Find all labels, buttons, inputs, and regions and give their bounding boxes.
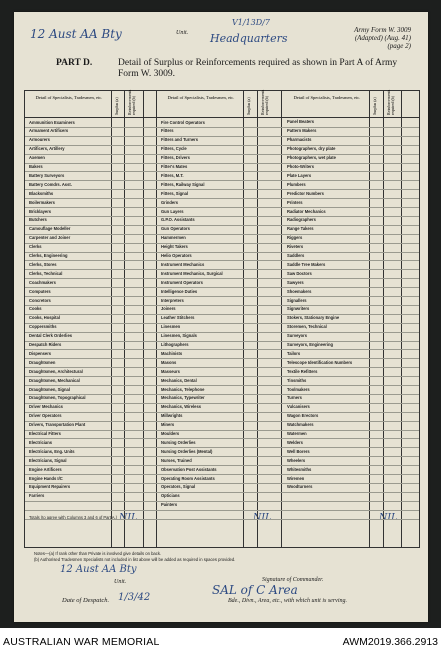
col1-item: Electrical Fitters	[29, 431, 61, 436]
col1-item: Battery Surveyors	[29, 172, 65, 178]
col1-item: Coppersmiths	[29, 324, 57, 330]
col1-item: Dispensers	[29, 350, 52, 356]
col3-item: Welders	[287, 439, 303, 445]
col3-item: Saw Doctors	[287, 270, 312, 276]
table-row-line	[25, 145, 419, 146]
totals-label: Totals (to agree with Columns 3 and 6 of Part A.)	[29, 515, 118, 520]
table-row-line	[25, 260, 419, 261]
col2-item: Fitters and Turners	[161, 137, 199, 143]
table-row-line	[25, 465, 419, 466]
col2-item: Mechanics, Dental	[161, 377, 197, 383]
table-row-line	[25, 278, 419, 279]
col2-item: Millwrights	[161, 413, 183, 419]
col3-item: Whitesmiths	[287, 466, 312, 472]
col1-item: Boilermakers	[29, 199, 55, 205]
col3-item-panel-beaters: Panel Beaters	[287, 119, 315, 124]
form-title-line2: (Adapted) (Aug. 41)	[354, 34, 411, 42]
col2-item: Masseurs	[161, 368, 180, 374]
col3-item: Riggers	[287, 235, 303, 241]
col2-surplus-header: Surplus (a)	[246, 97, 251, 115]
table-row-line	[25, 430, 419, 431]
table-row-line	[25, 154, 419, 155]
col3-item: Saddlers	[287, 253, 305, 258]
table-row-line	[25, 314, 419, 315]
col2-item: Fitters, Cycle	[161, 146, 187, 152]
date-handwritten: 1/3/42	[118, 592, 151, 603]
col1-item: Clerks, Technical	[29, 270, 63, 276]
col3-item: Textile Refitters	[287, 368, 318, 374]
col3-item: Watermen	[287, 431, 307, 436]
date-despatch-label: Date of Despatch.	[62, 597, 110, 604]
col3-item: Pharmacists	[287, 137, 312, 143]
col2-item: Fire Control Operators	[161, 119, 205, 125]
col3-item: Pattern Makers	[287, 128, 317, 134]
table-row-line	[25, 287, 419, 288]
col1-item: Electricians	[29, 439, 52, 445]
col3-item: Riveters	[287, 244, 304, 250]
col2-item: Instrument Mechanics, Surgical	[161, 270, 223, 276]
col1-item: Bakers	[29, 164, 43, 169]
table-row-line	[25, 456, 419, 457]
col3-item: Photo-Writers	[287, 164, 314, 169]
form-title	[354, 26, 411, 50]
col1-item: Computers	[29, 288, 51, 294]
col3-item: Wheelers	[287, 457, 306, 463]
col3-item: Radiator Mechanics	[287, 208, 326, 214]
col1-item: Ammunition Examiners	[29, 119, 75, 125]
unit-handwritten-bottom: 12 Aust AA Bty	[60, 564, 137, 575]
col2-item: Height Takers	[161, 244, 188, 250]
col2-item: Gun Layers	[161, 208, 184, 214]
table-row-line	[25, 349, 419, 350]
table-row-line	[25, 474, 419, 475]
part-label: PART D.	[56, 58, 93, 68]
col1-item: Axemen	[29, 155, 45, 161]
col1-item: Battery Comdrs. Asst.	[29, 181, 72, 187]
col1-item: Equipment Repairers	[29, 484, 71, 490]
col1-item: Dental Clerk Orderlies	[29, 333, 73, 339]
table-row-line	[25, 198, 419, 199]
col1-item: Clerks	[29, 244, 42, 250]
col3-item: Surveyors	[287, 333, 308, 339]
col2-item: Observation Post Assistants	[161, 466, 217, 472]
col3-item: Saddle Tree Makers	[287, 261, 326, 267]
col3-item: Turners	[287, 395, 302, 401]
col2-item: Machinists	[161, 350, 183, 356]
col3-item: Signallers	[287, 297, 307, 303]
col2-item: G.P.O. Assistants	[161, 217, 195, 223]
table-row-line	[25, 225, 419, 226]
col1-item: Draughtsmen, Mechanical	[29, 377, 80, 383]
col2-item: Masons	[161, 359, 177, 365]
col3-item: Tailors	[287, 350, 301, 356]
footer-institution: AUSTRALIAN WAR MEMORIAL	[3, 636, 160, 648]
col3-item: Wagon Erectors	[287, 413, 319, 419]
column-separator	[401, 91, 402, 547]
col3-item: Stokers, Stationary Engine	[287, 315, 340, 321]
col3-item: Signwriters	[287, 306, 310, 312]
hq-number-handwritten: V1/13D/7	[232, 18, 270, 27]
col2-item: Grinders	[161, 199, 179, 205]
col1-item: Draughtsmen, Architectural	[29, 368, 83, 374]
unit-label-bottom: Unit.	[114, 579, 127, 585]
col2-item: Nursing Orderlies (Mental)	[161, 448, 213, 454]
column-separator	[124, 91, 125, 547]
note-a: Notes—(a) If rank other than Private is involved give details on back.	[34, 551, 162, 556]
col2-item: Linesmen	[161, 324, 181, 330]
table-row-line	[25, 305, 419, 306]
col1-item: Electricians, Signal	[29, 457, 67, 463]
unit-label: Unit.	[176, 30, 189, 36]
col1-item: Camouflage Modeller	[29, 226, 71, 232]
col2-item: Fitters, Railway Signal	[161, 181, 205, 187]
col3-item: Telescope Identification Numbers	[287, 359, 353, 365]
table-row-line	[25, 376, 419, 377]
table-row-line	[25, 127, 419, 128]
table-row-line	[25, 519, 419, 520]
table-row-line	[25, 243, 419, 244]
col2-item: Leather Stitchers	[161, 315, 195, 321]
col1-item: Armourers	[29, 137, 50, 143]
col1-item: Artificers, Artillery	[29, 146, 65, 152]
col2-item: Fitter's Mates	[161, 164, 188, 169]
table-row-line	[25, 171, 419, 172]
table-row-line	[25, 332, 419, 333]
table-row-line	[25, 367, 419, 368]
table-row-line	[25, 447, 419, 448]
col3-item: Watchmakers	[287, 422, 314, 428]
col3-item: Wiremen	[287, 475, 305, 481]
col3-item: Photographers, dry plate	[287, 146, 336, 152]
column-separator	[243, 91, 244, 547]
col2-item: Helio Operators	[161, 253, 192, 258]
col1-item: Cooks, Hospital	[29, 315, 60, 321]
col1-item: Armament Artificers	[29, 128, 69, 134]
col1-header: Detail of Specialists, Tradesmen, etc.	[35, 95, 103, 100]
column-separator	[383, 91, 384, 547]
unit-handwritten: 12 Aust AA Bty	[30, 27, 122, 41]
table-row-line	[25, 501, 419, 502]
col2-item: Miners	[161, 422, 175, 428]
col2-item: Intelligence Duties	[161, 288, 198, 294]
column-separator	[143, 91, 144, 547]
headquarters-handwritten: Headquarters	[210, 32, 288, 45]
col2-item: Painters	[161, 502, 178, 508]
bde-label: Bde., Divn., Area, etc., with which unit is serving.	[228, 598, 347, 604]
col3-item: Vulcanisers	[287, 404, 310, 410]
col1-item: Farriers	[29, 493, 45, 499]
column-separator	[369, 91, 370, 547]
table-row-line	[25, 358, 419, 359]
col1-reinf-header: Reinforcements required (b)	[127, 89, 136, 115]
col2-item: Instrument Mechanics	[161, 261, 205, 267]
col1-surplus-header: Surplus (a)	[114, 97, 119, 115]
table-row-line	[25, 180, 419, 181]
col2-item: Lithographers	[161, 342, 189, 347]
col1-item: Engine Hands I/C	[29, 475, 63, 481]
col1-item: Engine Artificers	[29, 466, 62, 472]
col3-item: Sawyers	[287, 279, 304, 285]
table-row-line	[25, 483, 419, 484]
col2-item: Opticians	[161, 493, 180, 499]
column-separator	[156, 91, 157, 547]
table-row-line	[25, 510, 419, 511]
col3-reinf-header: Reinforcements required (b)	[386, 89, 395, 115]
col1-item: Despatch Riders	[29, 342, 62, 347]
col2-item: Fitters, Signal	[161, 190, 189, 196]
col1-item: Draughtsmen, Topographical	[29, 395, 86, 401]
col3-item: Woodturners	[287, 484, 313, 490]
table-row-line	[25, 412, 419, 413]
col3-item: Plate Layers	[287, 172, 312, 178]
table-row-line	[25, 438, 419, 439]
nil-col1: NIL	[119, 512, 138, 523]
col2-item: Nursing Orderlies	[161, 439, 196, 445]
col1-item: Blacksmiths	[29, 190, 54, 196]
table-row-line	[25, 136, 419, 137]
col2-item: Hammermen	[161, 235, 186, 241]
col2-item: Gun Operators	[161, 226, 190, 232]
column-separator	[111, 91, 112, 547]
col1-item: Butchers	[29, 217, 47, 223]
col2-item: Mechanics, Wireless	[161, 404, 202, 410]
col2-reinf-header: Reinforcements required (b)	[260, 89, 269, 115]
col1-item: Cooks	[29, 306, 42, 312]
table-row-line	[25, 207, 419, 208]
col3-item: Range Takers	[287, 226, 314, 232]
bde-handwritten: SAL of C Area	[212, 583, 298, 597]
col1-item: Driver Operators	[29, 413, 62, 419]
col2-item: Moulders	[161, 431, 180, 436]
col3-item: Storemen, Technical	[287, 324, 327, 330]
specialists-table	[24, 90, 420, 548]
nil-col2: NIL	[253, 512, 272, 523]
col3-item: Shoemakers	[287, 288, 312, 294]
col3-item: Radiographers	[287, 217, 316, 223]
table-row-line	[25, 385, 419, 386]
col3-item: Surveyors, Engineering	[287, 342, 333, 347]
col2-item: Operating Room Assistants	[161, 475, 215, 481]
col2-header: Detail of Specialists, Tradesmen, etc.	[167, 95, 235, 100]
col1-item: Clerks, Engineering	[29, 253, 68, 258]
col3-item: Photographers, wet plate	[287, 155, 336, 161]
col2-item: Fitters, M.T.	[161, 172, 184, 178]
table-row-line	[25, 252, 419, 253]
col2-item: Interpreters	[161, 297, 184, 303]
table-row-line	[25, 216, 419, 217]
col3-surplus-header: Surplus (a)	[372, 97, 377, 115]
col2-item: Joiners	[161, 306, 176, 312]
col2-item: Fitters	[161, 128, 174, 134]
col2-item: Instrument Operators	[161, 279, 203, 285]
col1-item: Carpenter and Joiner	[29, 235, 71, 241]
col1-item: Concretors	[29, 297, 51, 303]
col1-item: Coachmakers	[29, 279, 56, 285]
table-row-line	[25, 341, 419, 342]
col3-item: Well Borers	[287, 448, 310, 454]
col1-item: Driver Mechanics	[29, 404, 63, 410]
table-row-line	[25, 189, 419, 190]
note-b: (b) Authorised Tradesmen Specialists not included in list above will be added as required in spaces provided.	[34, 557, 236, 562]
column-separator	[281, 91, 282, 547]
table-row-line	[25, 323, 419, 324]
col2-item: Fitters, Drivers	[161, 155, 190, 161]
table-row-line	[25, 296, 419, 297]
table-row-line	[25, 163, 419, 164]
nil-col3: NIL	[379, 512, 398, 523]
col1-item: Draughtsmen	[29, 359, 56, 365]
col3-item: Plumbers	[287, 181, 306, 187]
col1-item: Draughtsmen, Signal	[29, 386, 70, 392]
col3-item: Tinsmiths	[287, 377, 307, 383]
col3-header: Detail of Specialists, Tradesmen, etc.	[293, 95, 361, 100]
form-title-line1: Army Form W. 3009	[354, 26, 411, 34]
col1-item: Electricians, Eng. Units	[29, 448, 75, 454]
table-row-line	[25, 403, 419, 404]
col2-item: Nurses, Trained	[161, 457, 192, 463]
col3-item: Toolmakers	[287, 386, 310, 392]
col3-item: Predictor Numbers	[287, 190, 324, 196]
col3-item: Printers	[287, 199, 303, 205]
footer-accession: AWM2019.366.2913	[342, 636, 438, 648]
col2-item: Operators, Signal	[161, 484, 196, 490]
form-title-line3: (page 2)	[387, 42, 411, 50]
col2-item: Mechanics, Telephone	[161, 386, 205, 392]
table-row-line	[25, 492, 419, 493]
table-row-line	[25, 234, 419, 235]
col2-item: Mechanics, Typewriter	[161, 395, 205, 401]
archive-footer	[0, 628, 441, 653]
col1-item: Clerks, Stores	[29, 261, 57, 267]
col2-item: Linesmen, Signals	[161, 333, 197, 339]
notes	[34, 551, 235, 563]
col1-item: Drivers, Transportation Plant	[29, 422, 86, 428]
table-header-divider	[25, 117, 419, 118]
col1-item: Bricklayers	[29, 208, 52, 214]
signature-commander-label: Signature of Commander.	[262, 577, 324, 583]
column-separator	[257, 91, 258, 547]
part-description: Detail of Surplus or Reinforcements required as shown in Part A of Army Form W. 3009.	[118, 58, 398, 79]
